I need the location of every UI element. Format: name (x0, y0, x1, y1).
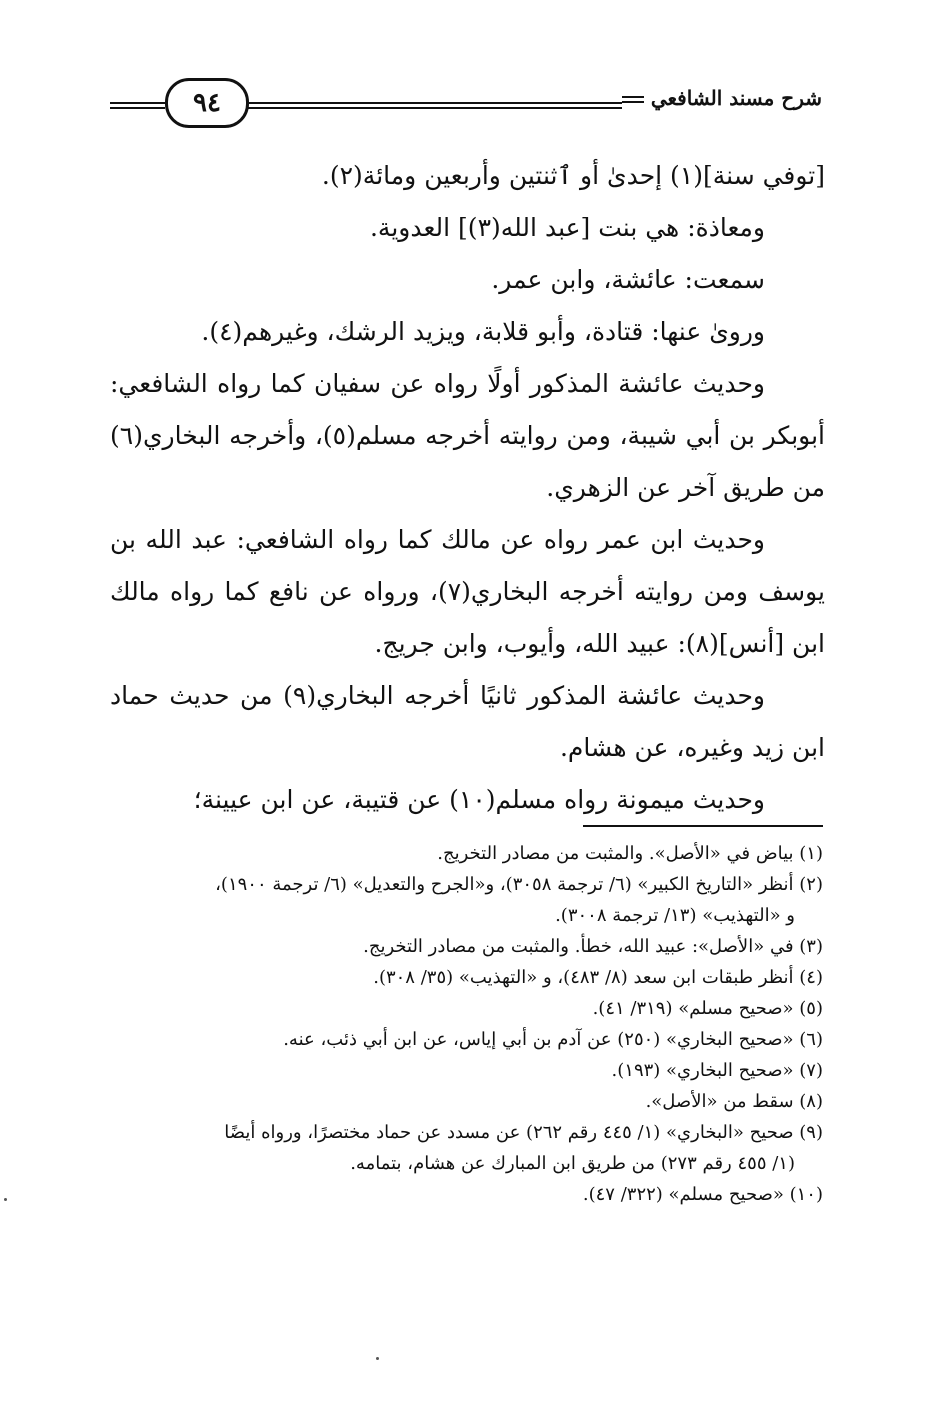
text-line: ورویٰ عنها: قتادة، وأبو قلابة، ويزيد الرشك، وغيرهم(٤). (201, 317, 765, 346)
text-line: وحديث ميمونة رواه مسلم(١٠) عن قتيبة، عن ابن عيينة؛ (193, 785, 765, 814)
text-line: [توفي سنة](١) إحدىٰ أو ٱثنتين وأربعين ومائة(٢). (321, 161, 825, 190)
footnote: (٤) أنظر طبقات ابن سعد (٨/ ٤٨٣)، و «التهذيب» (٣٥/ ٣٠٨). (373, 967, 823, 988)
footnote: (٨) سقط من «الأصل». (645, 1091, 823, 1112)
footnote: (٢) أنظر «التاريخ الكبير» (٦/ ترجمة ٣٠٥٨)، و«الجرح والتعديل» (٦/ ترجمة ١٩٠٠)، (215, 874, 823, 895)
footnote: (٧) «صحيح البخاري» (١٩٣). (611, 1060, 823, 1081)
footnote: (٥) «صحيح مسلم» (٣١٩/ ٤١). (592, 998, 823, 1019)
header-title-group (616, 86, 822, 110)
footnote: (٩) صحيح «البخاري» (١/ ٤٤٥ رقم ٢٦٢) عن مسدد عن حماد مختصرًا، ورواه أيضًا (224, 1122, 823, 1143)
scan-speck (376, 1357, 379, 1360)
text-line: وحديث عائشة المذكور ثانيًا أخرجه البخاري(٩) من حديث حماد (110, 681, 765, 710)
footnote-continuation: (١/ ٤٥٥ رقم ٢٧٣) من طريق ابن المبارك عن هشام، بتمامه. (350, 1153, 795, 1174)
text-line: أبوبكر بن أبي شيبة، ومن روايته أخرجه مسلم(٥)، وأخرجه البخاري(٦) (110, 421, 825, 450)
footnote-separator (583, 825, 823, 827)
footnote-continuation: و «التهذيب» (١٣/ ترجمة ٣٠٠٨). (555, 905, 795, 926)
page-number: ٩٤ (193, 88, 221, 118)
header-rule (245, 102, 622, 109)
text-line: من طريق آخر عن الزهري. (546, 473, 825, 502)
footnote: (١٠) «صحيح مسلم» (٣٢٢/ ٤٧). (582, 1184, 823, 1205)
header-title-ornament (622, 96, 644, 103)
footnote: (١) بياض في «الأصل». والمثبت من مصادر التخريج. (437, 843, 823, 864)
footnote: (٣) في «الأصل»: عبيد الله، خطأ. والمثبت من مصادر التخريج. (363, 936, 823, 957)
footnotes (111, 838, 823, 1210)
main-text (110, 150, 825, 826)
text-line: يوسف ومن روايته أخرجه البخاري(٧)، ورواه عن نافع كما رواه مالك (110, 577, 825, 606)
header-title: شرح مسند الشافعي (650, 86, 822, 110)
text-line: ومعاذة: هي بنت [عبد الله(٣)] العدوية. (369, 213, 765, 242)
scan-speck (4, 1198, 7, 1201)
page-number-badge (165, 78, 249, 128)
text-line: وحديث ابن عمر رواه عن مالك كما رواه الشافعي: عبد الله بن (110, 525, 765, 554)
text-line: وحديث عائشة المذكور أولًا رواه عن سفيان كما رواه الشافعي: (110, 369, 765, 398)
running-header (110, 74, 822, 134)
text-line: ابن زيد وغيره، عن هشام. (559, 733, 825, 762)
text-line: ابن [أنس](٨): عبيد الله، وأيوب، وابن جريج. (374, 629, 825, 658)
text-line: سمعت: عائشة، وابن عمر. (491, 265, 765, 294)
footnote: (٦) «صحيح البخاري» (٢٥٠) عن آدم بن أبي إياس، عن ابن أبي ذئب، عنه. (283, 1029, 823, 1050)
header-rule-left (110, 102, 165, 109)
